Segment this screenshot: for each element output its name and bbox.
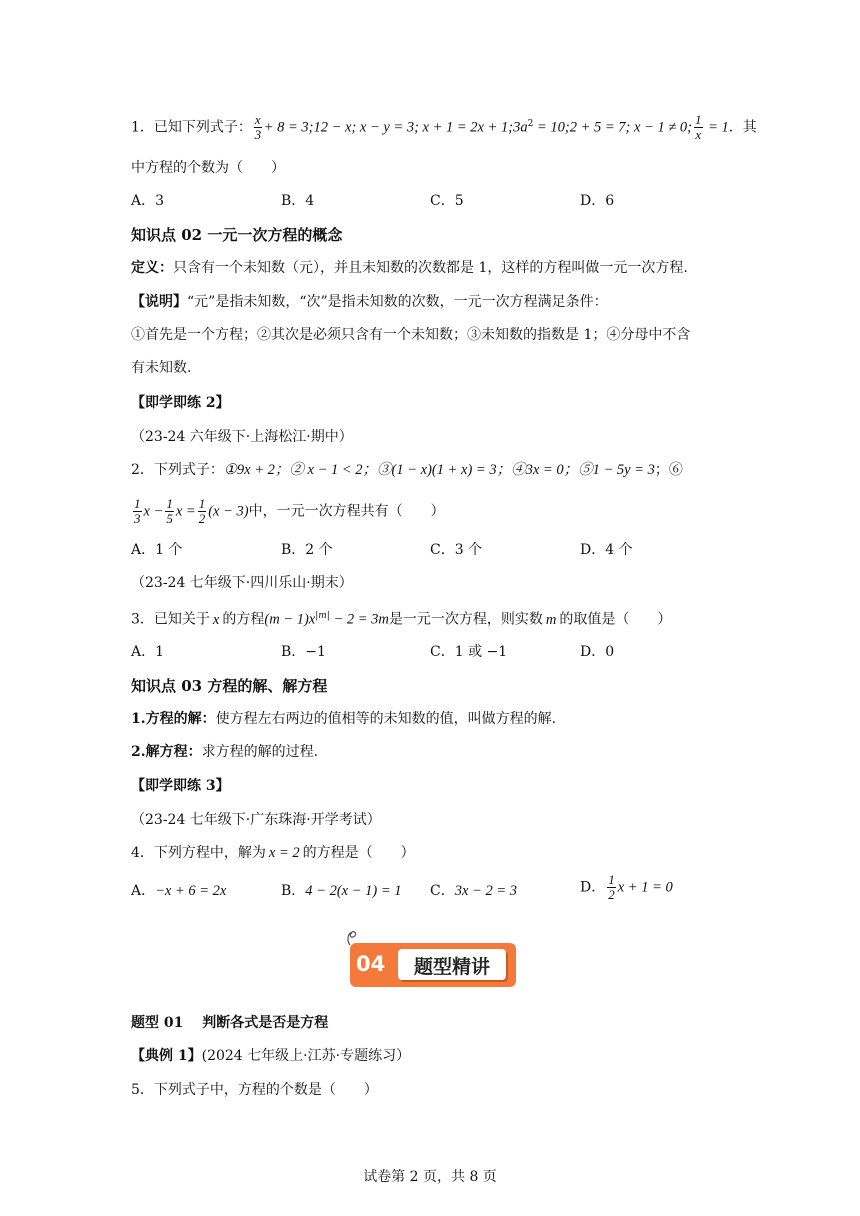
kp2-def-text: 只含有一个未知数（元），并且未知数的次数都是 1，这样的方程叫做一元一次方程. <box>173 260 688 276</box>
kp3-heading: 知识点 03 方程的解、解方程 <box>131 677 328 695</box>
kp3-item1-text: 使方程左右两边的值相等的未知数的值，叫做方程的解. <box>215 711 557 727</box>
example-1-source: (2024 七年级上·江苏·专题练习） <box>201 1048 411 1064</box>
q3-tail: 的取值是（ ） <box>559 611 672 628</box>
kp2-definition <box>131 258 688 278</box>
banner-number: 04 <box>356 952 386 976</box>
q1-option-c[interactable]: C．5 <box>430 193 464 209</box>
q4-source: （23-24 七年级下·广东珠海·开学考试） <box>131 812 381 828</box>
q3-option-a[interactable]: A．1 <box>131 644 165 660</box>
q3-source: （23-24 七年级下·四川乐山·期末） <box>131 575 353 591</box>
kp2-def-label: 定义： <box>131 260 173 276</box>
kp3-item2-label: 2.解方程： <box>131 744 202 760</box>
q3-option-b[interactable]: B．−1 <box>281 644 326 660</box>
q2-item-2: ；② x − 1 < 2 <box>274 462 363 478</box>
q1-fraction-1: $\frac{x}{3}$ <box>254 112 262 142</box>
q2-fraction-1: $\frac{1}{3}$ <box>134 496 141 526</box>
kp2-note-text: “元”是指未知数，“次”是指未知数的次数，一元一次方程满足条件： <box>187 294 608 310</box>
q1-expression-b: = 10;2 + 5 = 7; x − 1 ≠ 0; <box>533 119 692 136</box>
q2-mid-3: (x − 3) <box>208 503 249 520</box>
q4-option-c[interactable]: C．3x − 2 = 3 <box>430 883 517 899</box>
kp2-note <box>131 292 608 312</box>
kp2-conditions-line1: ①首先是一个方程；②其次是必须只含有一个未知数；③未知数的指数是 1；④分母中不含 <box>131 327 691 343</box>
q3-option-d[interactable]: D．0 <box>580 644 615 660</box>
example-1 <box>131 1046 410 1066</box>
q2-tail: 中，一元一次方程共有（ ） <box>248 503 445 520</box>
q2-mid-1: x − <box>143 503 164 520</box>
q2-fraction-2: $\frac{1}{5}$ <box>166 496 173 526</box>
question-5: 5．下列式子中，方程的个数是（ ） <box>131 1082 378 1098</box>
q1-option-d[interactable]: D．6 <box>580 193 615 209</box>
q1-option-a[interactable]: A．3 <box>131 193 165 209</box>
page-footer: 试卷第 2 页，共 8 页 <box>363 1169 497 1185</box>
q3-variable-x: x <box>212 611 220 628</box>
q2-item-4: ；④3x = 0 <box>496 462 564 478</box>
q2-item-6-marker: ；⑥ <box>654 462 683 478</box>
practice-3-heading: 【即学即练 3】 <box>131 778 230 794</box>
q1-option-b[interactable]: B．4 <box>281 193 315 209</box>
question-4 <box>131 843 415 863</box>
q3-mid2: 是一元一次方程，则实数 <box>388 611 543 628</box>
q3-equation-part1: (m − 1)x <box>264 611 316 628</box>
q1-superscript: 2 <box>527 118 534 129</box>
kp2-heading: 知识点 02 一元一次方程的概念 <box>131 226 343 244</box>
kp3-item2-text: 求方程的解的过程. <box>201 744 319 760</box>
q4-tail: 的方程是（ ） <box>302 845 415 861</box>
q2-option-d[interactable]: D．4 个 <box>580 542 633 558</box>
question-3 <box>131 606 671 630</box>
q2-mid-2: x = <box>175 503 196 520</box>
q1-prefix: 1．已知下列式子： <box>131 119 252 136</box>
q3-equation-part2: − 2 = 3m <box>329 611 389 628</box>
q3-option-c[interactable]: C．1 或 −1 <box>430 644 508 660</box>
q2-option-b[interactable]: B．2 个 <box>281 542 333 558</box>
banner-label-box <box>398 949 506 980</box>
banner-body <box>350 943 516 987</box>
q2-item-1: ①9x + 2 <box>223 462 275 478</box>
q3-prefix: 3．已知关于 <box>131 611 210 628</box>
q1-suffix: ．其 <box>728 119 757 136</box>
kp3-item1-label: 1.方程的解： <box>131 711 216 727</box>
q4-option-a[interactable]: A．−x + 6 = 2x <box>131 883 227 899</box>
type-01-heading: 题型 01 判断各式是否是方程 <box>131 1015 329 1031</box>
q4-option-d[interactable]: D． $\frac{1}{2}$ x + 1 = 0 <box>580 872 673 902</box>
q2-option-a[interactable]: A．1 个 <box>131 542 183 558</box>
q2-item-5: ；⑤1 − 5y = 3 <box>563 462 655 478</box>
kp3-item-2 <box>131 742 318 762</box>
q2-option-c[interactable]: C．3 个 <box>430 542 483 558</box>
kp2-note-label: 【说明】 <box>131 294 187 310</box>
q3-variable-m: m <box>545 611 557 628</box>
kp3-item-1 <box>131 709 556 729</box>
q1-fraction-2: $\frac{1}{x}$ <box>695 112 702 142</box>
q2-item-3: ；③(1 − x)(1 + x) = 3 <box>362 462 497 478</box>
example-1-label: 【典例 1】 <box>131 1048 202 1064</box>
question-2-line1 <box>131 460 683 480</box>
section-banner <box>345 929 520 993</box>
practice-2-heading: 【即学即练 2】 <box>131 395 230 411</box>
q1-expression-c: = 1 <box>704 119 729 136</box>
q2-source: （23-24 六年级下·上海松江·期中） <box>131 429 353 445</box>
question-1-line1 <box>131 113 757 142</box>
q2-fraction-3: $\frac{1}{2}$ <box>198 496 206 526</box>
question-1-line2: 中方程的个数为（ ） <box>131 160 285 176</box>
banner-label: 题型精讲 <box>413 956 490 978</box>
q1-expression-a: + 8 = 3;12 − x; x − y = 3; x + 1 = 2x + 1;3a <box>263 119 528 136</box>
q4-equation: x = 2 <box>268 845 300 861</box>
kp2-conditions-line2: 有未知数. <box>131 360 192 376</box>
q4-prefix: 4．下列方程中，解为 <box>131 845 266 861</box>
q2-prefix: 2．下列式子： <box>131 462 224 478</box>
q3-exponent: |m| <box>315 611 330 621</box>
q3-mid: 的方程 <box>222 611 265 628</box>
question-2-line2 <box>131 497 445 526</box>
q4-option-b[interactable]: B．4 − 2(x − 1) = 1 <box>281 883 402 899</box>
